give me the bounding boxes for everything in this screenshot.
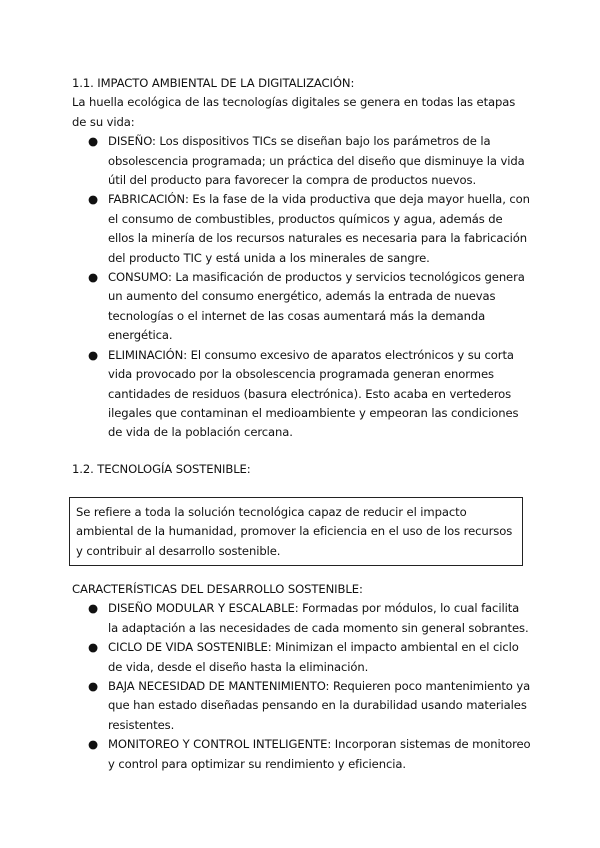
section-heading: 1.2. TECNOLOGÍA SOSTENIBLE: [72, 462, 251, 476]
bullet-icon: ● [88, 134, 99, 149]
list-item-text: FABRICACIÓN: Es la fase de la vida productiva que deja mayor huella, con el consumo de combustibles, productos químicos y agua, además de ellos la minería de los recursos naturales es necesaria para la fabricación del producto TIC y está unida a los minerales de sangre. [108, 192, 530, 265]
bullet-icon: ● [88, 192, 99, 207]
bullet-icon: ● [88, 640, 99, 655]
list-item [72, 599, 532, 638]
section-heading: 1.1. IMPACTO AMBIENTAL DE LA DIGITALIZACIÓN: [72, 76, 355, 90]
list-item [72, 346, 532, 443]
list-item-text: ELIMINACIÓN: El consumo excesivo de aparatos electrónicos y su corta vida provocado por la obsolescencia programada generan enormes cantidades de residuos (basura electrónica). Esto acaba en vertederos ilegales que contaminan el medioambiente y empeoran las condiciones de vida de la población cercana. [108, 347, 519, 440]
bullet-icon: ● [88, 270, 99, 285]
section-tecnologia-sostenible [72, 460, 532, 479]
bullet-icon: ● [88, 737, 99, 752]
section-impacto-ambiental [72, 74, 532, 443]
definition-text: Se refiere a toda la solución tecnológica capaz de reducir el impacto ambiental de la humanidad, promover la eficiencia en el uso de los recursos y contribuir al desarrollo sostenible. [76, 505, 513, 558]
list-item-text: BAJA NECESIDAD DE MANTENIMIENTO: Requieren poco mantenimiento ya que han estado diseñadas pensando en la durabilidad usando materiales resistentes. [108, 679, 531, 732]
section-heading: CARACTERÍSTICAS DEL DESARROLLO SOSTENIBLE: [72, 582, 363, 596]
characteristics-list [72, 599, 532, 774]
bullet-icon: ● [88, 679, 99, 694]
list-item-text: CICLO DE VIDA SOSTENIBLE: Minimizan el impacto ambiental en el ciclo de vida, desde el diseño hasta la eliminación. [108, 640, 519, 674]
list-item [72, 638, 532, 677]
list-item-text: DISEÑO: Los dispositivos TICs se diseñan bajo los parámetros de la obsolescencia programada; un práctica del diseño que disminuye la vida útil del producto para favorecer la compra de productos nuevos. [108, 134, 525, 188]
list-item [72, 268, 532, 346]
list-item-text: MONITOREO Y CONTROL INTELIGENTE: Incorporan sistemas de monitoreo y control para optimizar su rendimiento y eficiencia. [108, 737, 531, 771]
bullet-icon: ● [88, 601, 99, 616]
bullet-icon: ● [88, 347, 99, 362]
definition-box [69, 497, 523, 566]
list-item-text: DISEÑO MODULAR Y ESCALABLE: Formadas por módulos, lo cual facilita la adaptación a las necesidades de cada momento sin general sobrantes. [108, 601, 529, 635]
list-item [72, 190, 532, 268]
list-item [72, 132, 532, 190]
list-item-text: CONSUMO: La masificación de productos y servicios tecnológicos genera un aumento del consumo energético, además la entrada de nuevas tecnologías o el internet de las cosas aumentará más la demanda energética. [108, 270, 525, 343]
section-caracteristicas [72, 580, 532, 774]
list-item [72, 677, 532, 735]
list-item [72, 735, 532, 774]
stages-list [72, 132, 532, 443]
section-intro: La huella ecológica de las tecnologías digitales se genera en todas las etapas de su vida: [72, 95, 516, 129]
